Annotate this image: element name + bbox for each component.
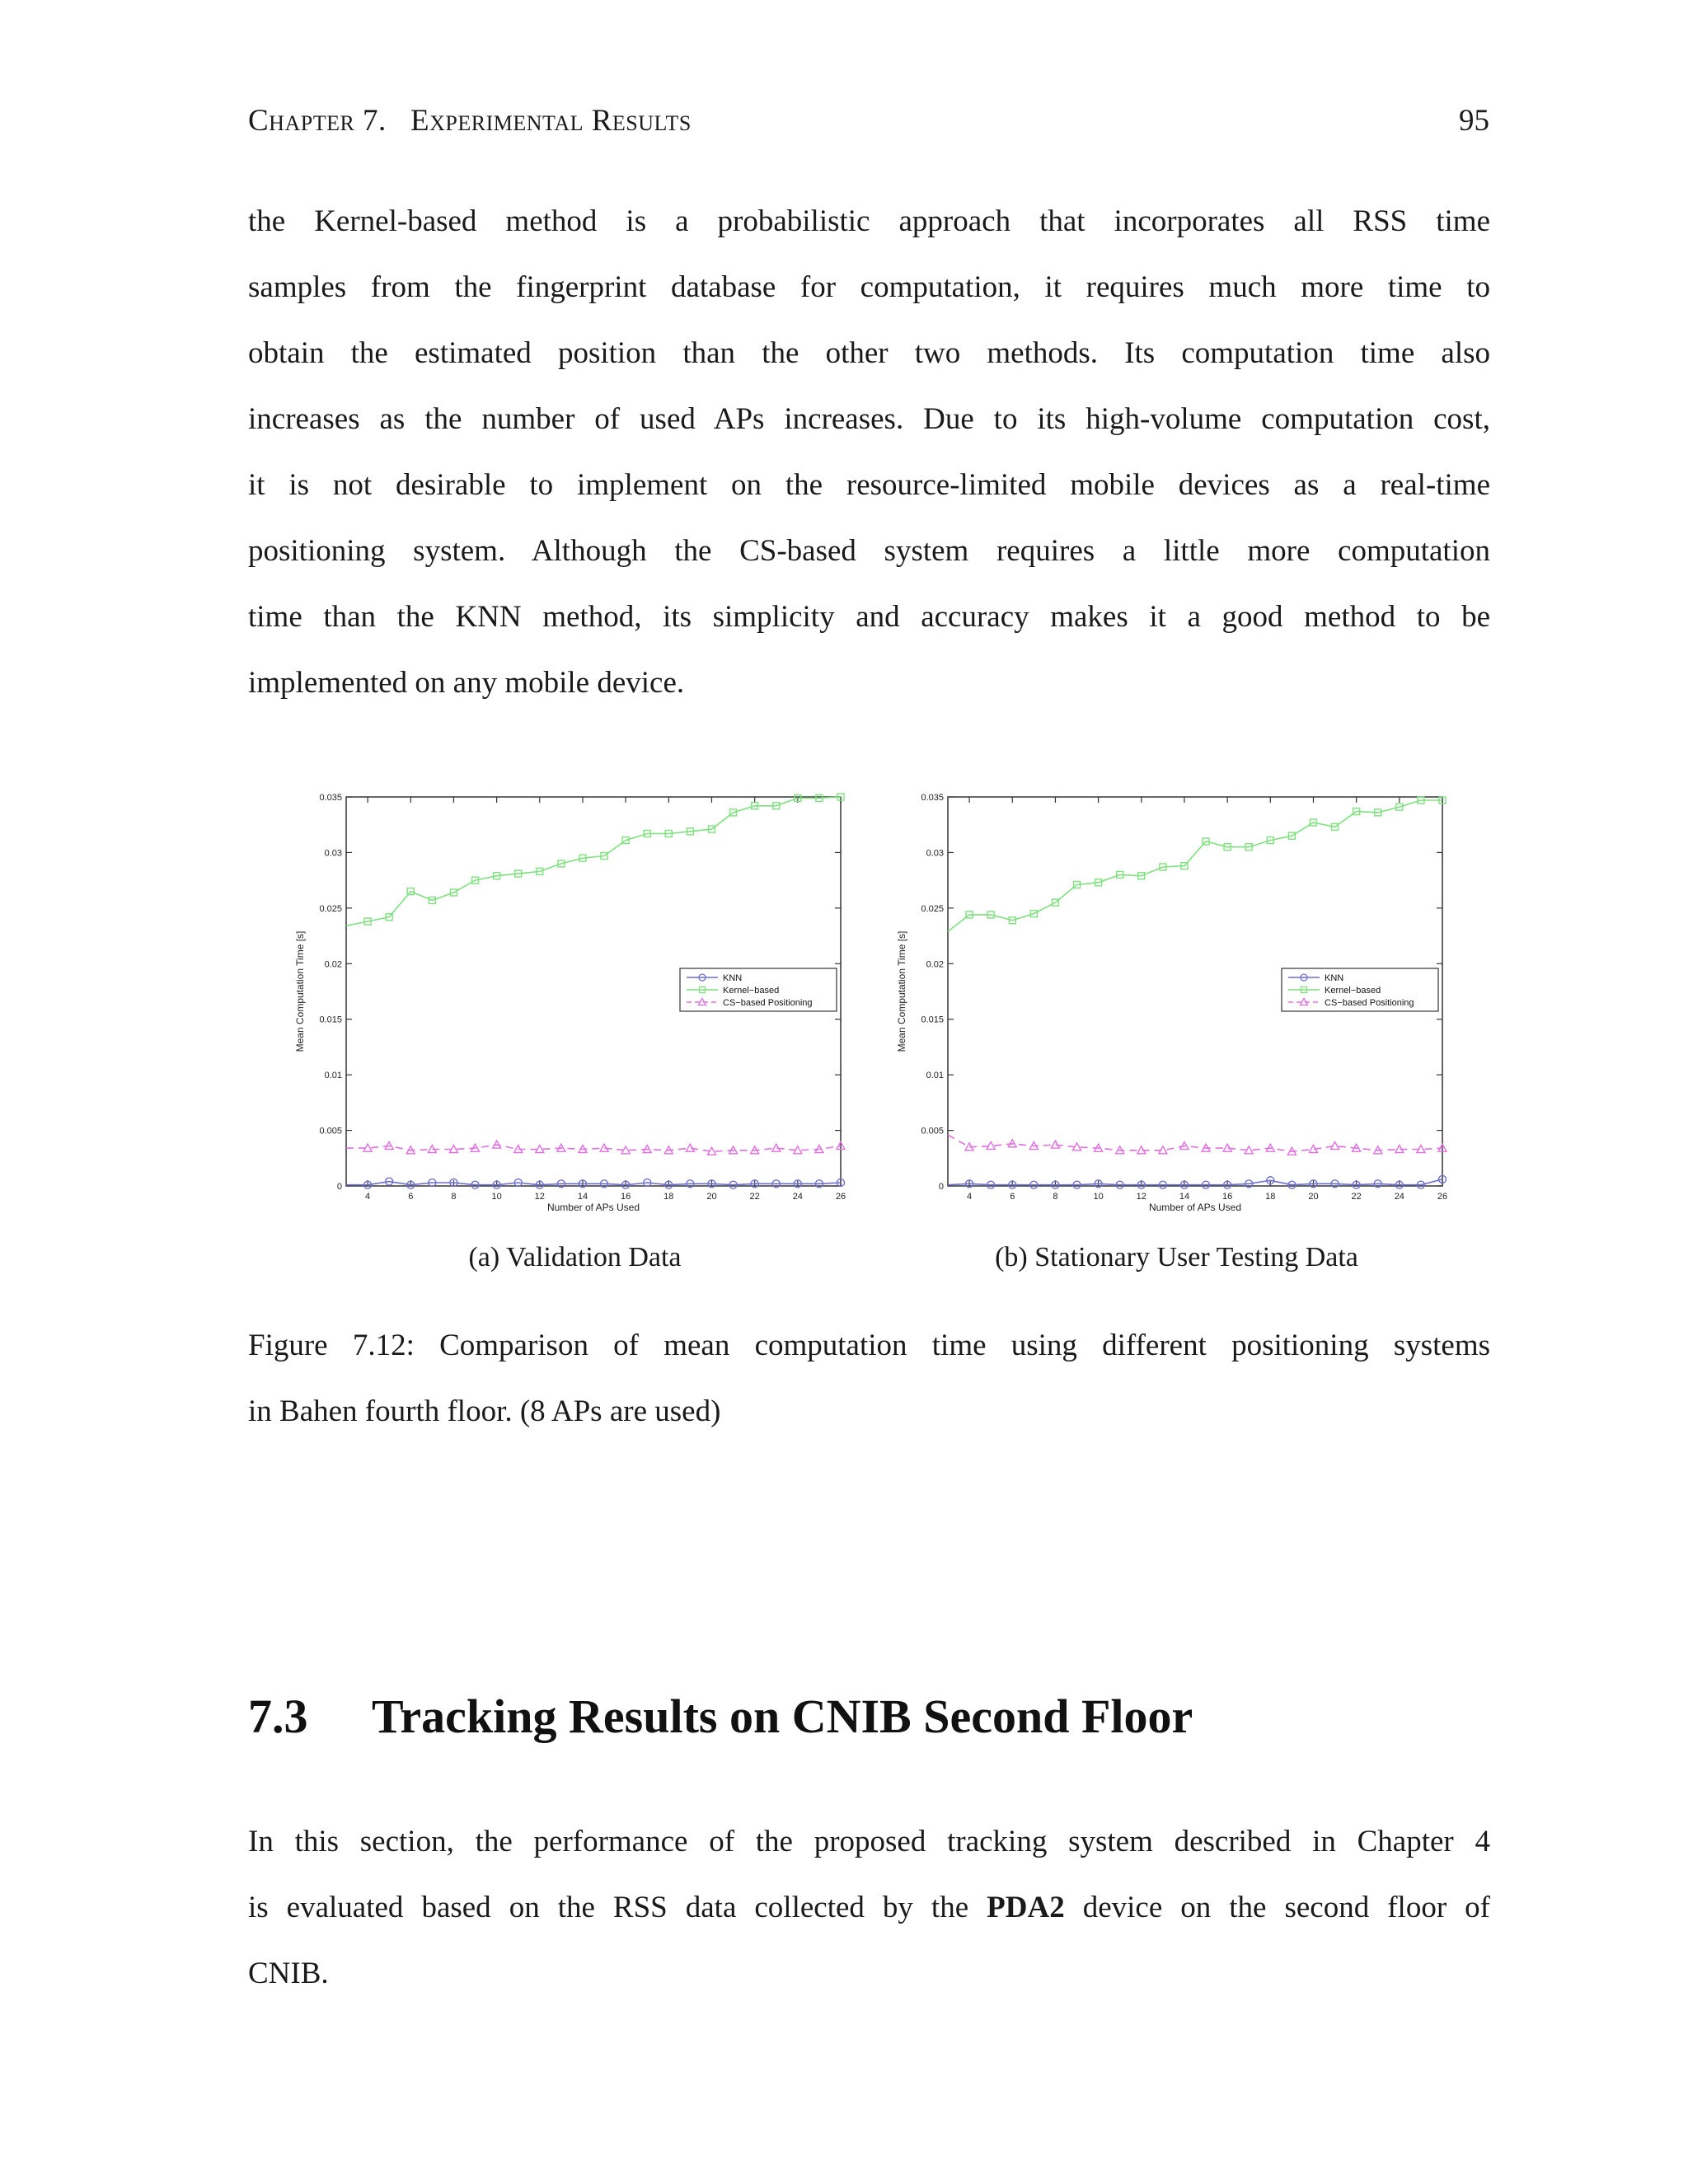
text-line: obtain the estimated position than the other two methods. Its computation time also bbox=[248, 336, 1490, 370]
subcaption-a: (a) Validation Data bbox=[468, 1242, 682, 1272]
x-tick-label: 18 bbox=[663, 1192, 674, 1202]
text-line bbox=[248, 1887, 1490, 1953]
x-tick-label: 22 bbox=[1351, 1192, 1362, 1202]
x-tick-label: 24 bbox=[1394, 1192, 1404, 1202]
x-tick-label: 18 bbox=[1265, 1192, 1276, 1202]
y-axis-label: Mean Computation Time [s] bbox=[294, 930, 306, 1052]
subcaption-b: (b) Stationary User Testing Data bbox=[995, 1242, 1358, 1272]
x-tick-label: 14 bbox=[1179, 1192, 1190, 1202]
y-tick-label: 0.005 bbox=[319, 1126, 342, 1137]
x-tick-label: 10 bbox=[1093, 1192, 1104, 1202]
x-tick-label: 4 bbox=[967, 1192, 973, 1202]
page-number: 95 bbox=[1459, 104, 1489, 138]
chart-stationary-user bbox=[882, 779, 1471, 1224]
y-tick-label: 0.01 bbox=[324, 1071, 342, 1081]
y-tick-label: 0.03 bbox=[926, 848, 944, 859]
y-tick-label: 0.015 bbox=[921, 1015, 944, 1025]
text-line: CNIB. bbox=[248, 1957, 329, 1990]
y-tick-label: 0.005 bbox=[921, 1126, 944, 1137]
text-line: the Kernel-based method is a probabilistic approach that incorporates all RSS time bbox=[248, 204, 1490, 238]
x-axis-label: Number of APs Used bbox=[546, 1202, 640, 1213]
y-tick-label: 0.035 bbox=[921, 793, 944, 803]
figure-caption bbox=[248, 1325, 1490, 1457]
x-tick-label: 8 bbox=[1053, 1192, 1058, 1202]
legend-label: KNN bbox=[1325, 973, 1344, 983]
text-span: is evaluated based on the RSS data collected by the bbox=[248, 1891, 987, 1924]
x-tick-label: 10 bbox=[491, 1192, 502, 1202]
legend-label: CS−based Positioning bbox=[723, 998, 813, 1008]
x-tick-label: 6 bbox=[408, 1192, 414, 1202]
y-tick-label: 0.035 bbox=[319, 793, 342, 803]
legend-label: KNN bbox=[723, 973, 743, 983]
x-tick-label: 24 bbox=[792, 1192, 803, 1202]
y-axis-label: Mean Computation Time [s] bbox=[896, 930, 907, 1052]
x-tick-label: 6 bbox=[1010, 1192, 1015, 1202]
x-tick-label: 8 bbox=[451, 1192, 457, 1202]
legend-label: CS−based Positioning bbox=[1325, 998, 1414, 1008]
section-heading bbox=[248, 1688, 1193, 1746]
text-line: it is not desirable to implement on the resource-limited mobile devices as a real-time bbox=[248, 468, 1490, 502]
running-head bbox=[248, 101, 1489, 142]
section-title: Tracking Results on CNIB Second Floor bbox=[372, 1690, 1193, 1743]
body-paragraph-2 bbox=[248, 1821, 1490, 2019]
text-line: In this section, the performance of the proposed tracking system described in Chapter 4 bbox=[248, 1825, 1490, 1858]
x-tick-label: 16 bbox=[621, 1192, 631, 1202]
y-tick-label: 0.02 bbox=[926, 959, 944, 970]
legend-label: Kernel−based bbox=[1325, 986, 1381, 996]
y-tick-label: 0 bbox=[336, 1182, 342, 1192]
y-tick-label: 0.015 bbox=[319, 1015, 342, 1025]
body-paragraph-1 bbox=[248, 201, 1490, 729]
text-line: positioning system. Although the CS-based system requires a little more computation bbox=[248, 534, 1490, 568]
y-tick-label: 0.03 bbox=[324, 848, 342, 859]
text-span: device on the second floor of bbox=[1064, 1891, 1490, 1924]
y-tick-label: 0.025 bbox=[319, 903, 342, 914]
y-tick-label: 0.02 bbox=[324, 959, 342, 970]
caption-line: in Bahen fourth floor. (8 APs are used) bbox=[248, 1394, 721, 1428]
text-line: increases as the number of used APs increases. Due to its high-volume computation cost, bbox=[248, 402, 1490, 436]
x-tick-label: 26 bbox=[835, 1192, 846, 1202]
text-line: samples from the fingerprint database for computation, it requires much more time to bbox=[248, 270, 1490, 304]
x-tick-label: 16 bbox=[1222, 1192, 1233, 1202]
subfigure-a bbox=[280, 779, 870, 1272]
text-line: implemented on any mobile device. bbox=[248, 666, 685, 700]
subfigure-b bbox=[882, 779, 1471, 1272]
y-tick-label: 0.025 bbox=[921, 903, 944, 914]
figure-7-12 bbox=[280, 779, 1467, 1290]
x-tick-label: 12 bbox=[534, 1192, 545, 1202]
y-tick-label: 0.01 bbox=[926, 1071, 944, 1081]
x-tick-label: 20 bbox=[706, 1192, 717, 1202]
x-tick-label: 14 bbox=[577, 1192, 588, 1202]
section-number: 7.3 bbox=[248, 1690, 308, 1743]
x-tick-label: 12 bbox=[1136, 1192, 1146, 1202]
x-tick-label: 20 bbox=[1308, 1192, 1319, 1202]
x-axis-label: Number of APs Used bbox=[1148, 1202, 1242, 1213]
caption-line: Figure 7.12: Comparison of mean computation time using different positioning systems bbox=[248, 1329, 1490, 1362]
chapter-title: Chapter 7. Experimental Results bbox=[248, 104, 692, 138]
chart-validation bbox=[280, 779, 870, 1224]
x-tick-label: 22 bbox=[749, 1192, 760, 1202]
device-name: PDA2 bbox=[987, 1891, 1065, 1924]
y-tick-label: 0 bbox=[938, 1182, 944, 1192]
x-tick-label: 4 bbox=[365, 1192, 371, 1202]
x-tick-label: 26 bbox=[1437, 1192, 1448, 1202]
legend-label: Kernel−based bbox=[723, 986, 780, 996]
text-line: time than the KNN method, its simplicity and accuracy makes it a good method to be bbox=[248, 600, 1490, 634]
